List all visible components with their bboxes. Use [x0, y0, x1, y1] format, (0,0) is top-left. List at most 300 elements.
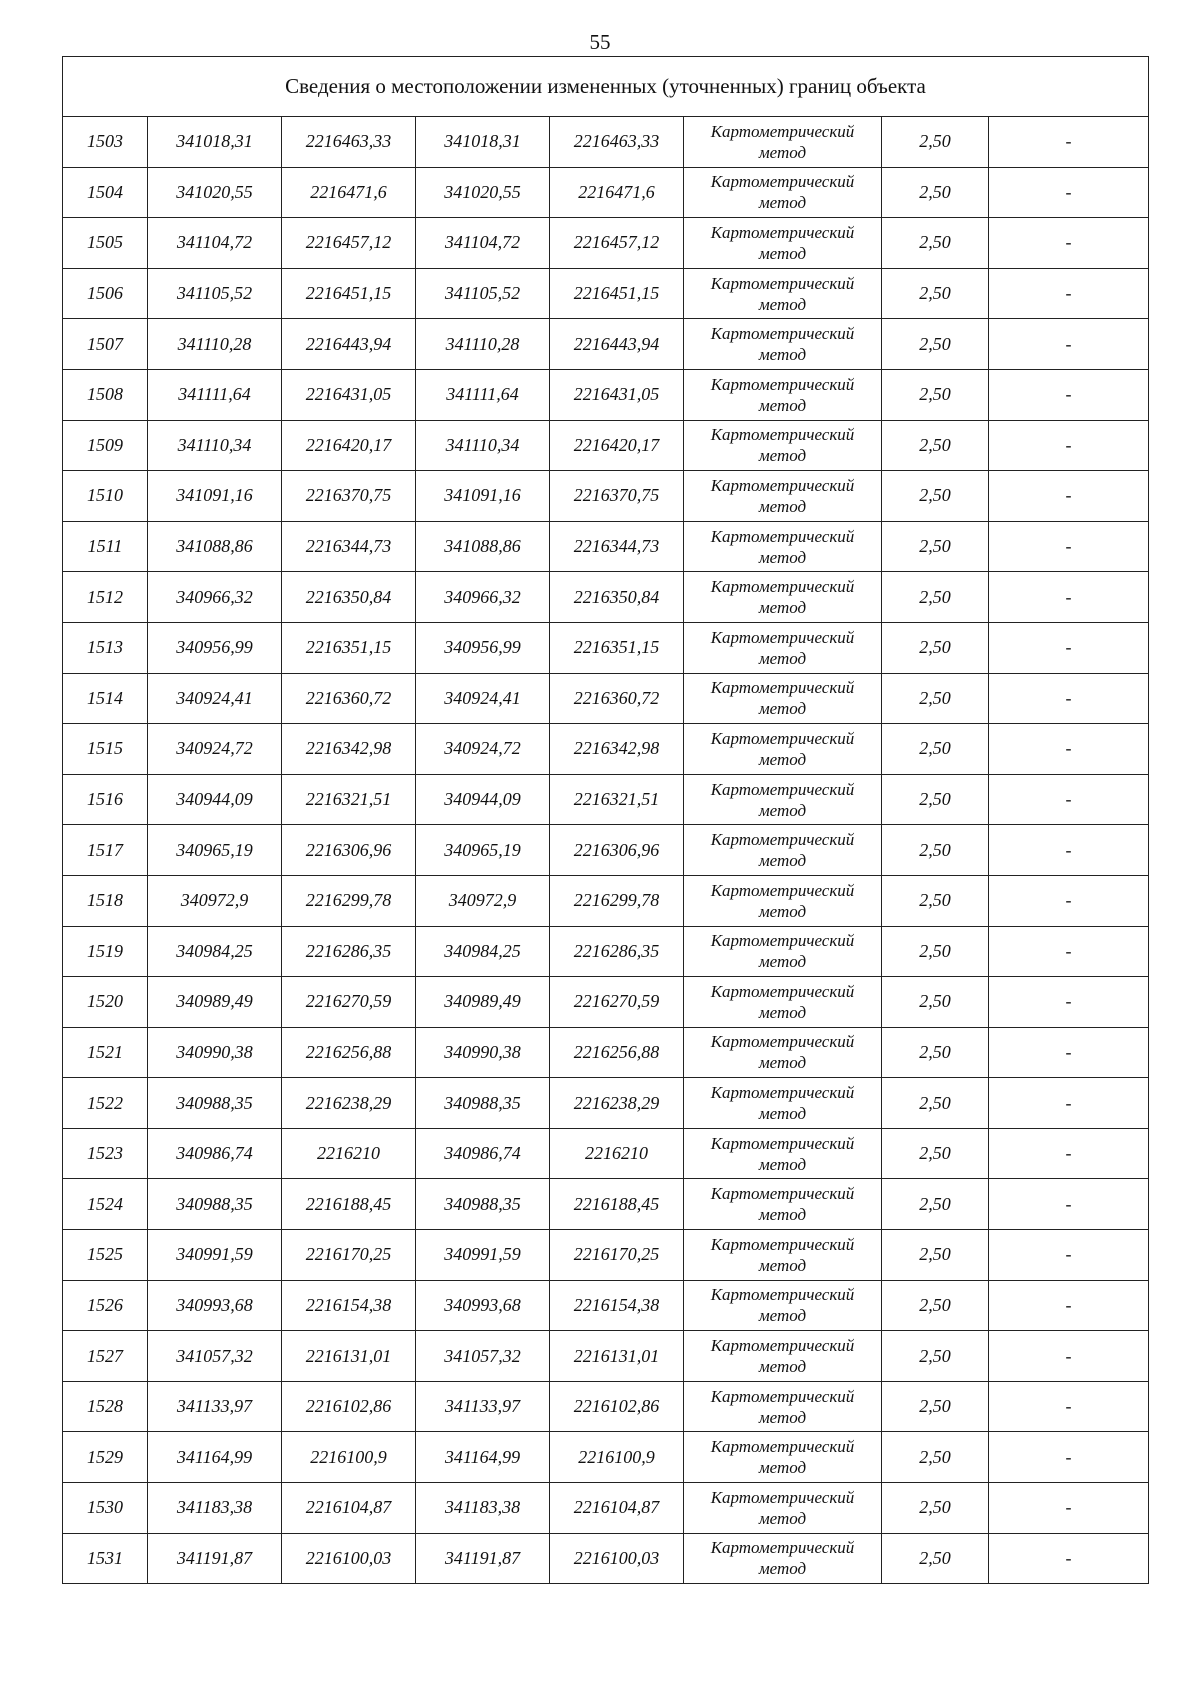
accuracy-cell: 2,50 — [882, 724, 989, 775]
method-line-2: метод — [758, 1407, 807, 1427]
point-number-cell: 1526 — [63, 1280, 148, 1331]
method-cell — [684, 268, 882, 319]
method-line-2: метод — [758, 1205, 807, 1225]
new-y-cell: 2216286,35 — [550, 926, 684, 977]
method-line-2: метод — [758, 1458, 807, 1478]
method-line-1: Картометрический — [710, 172, 855, 192]
method-line-1: Картометрический — [710, 1487, 855, 1507]
method-line-2: метод — [758, 1154, 807, 1174]
point-number-cell: 1506 — [63, 268, 148, 319]
new-y-cell: 2216351,15 — [550, 622, 684, 673]
new-x-cell: 341110,34 — [416, 420, 550, 471]
method-cell — [684, 1179, 882, 1230]
table-row — [63, 1483, 1149, 1534]
table-row — [63, 1331, 1149, 1382]
point-number-cell: 1505 — [63, 218, 148, 269]
existing-x-cell: 340972,9 — [148, 875, 282, 926]
existing-x-cell: 341057,32 — [148, 1331, 282, 1382]
new-y-cell: 2216188,45 — [550, 1179, 684, 1230]
point-number-cell: 1507 — [63, 319, 148, 370]
method-cell — [684, 369, 882, 420]
note-cell: - — [989, 977, 1149, 1028]
existing-y-cell: 2216351,15 — [282, 622, 416, 673]
existing-y-cell: 2216210 — [282, 1128, 416, 1179]
existing-y-cell: 2216299,78 — [282, 875, 416, 926]
point-number-cell: 1531 — [63, 1533, 148, 1584]
point-number-cell: 1514 — [63, 673, 148, 724]
method-cell — [684, 1533, 882, 1584]
method-line-2: метод — [758, 547, 807, 567]
method-line-1: Картометрический — [710, 1336, 855, 1356]
method-cell — [684, 1432, 882, 1483]
existing-y-cell: 2216100,9 — [282, 1432, 416, 1483]
new-y-cell: 2216170,25 — [550, 1230, 684, 1281]
accuracy-cell: 2,50 — [882, 1280, 989, 1331]
accuracy-cell: 2,50 — [882, 167, 989, 218]
method-cell — [684, 1230, 882, 1281]
existing-y-cell: 2216342,98 — [282, 724, 416, 775]
note-cell: - — [989, 774, 1149, 825]
accuracy-cell: 2,50 — [882, 572, 989, 623]
method-cell — [684, 825, 882, 876]
method-line-2: метод — [758, 648, 807, 668]
new-y-cell: 2216299,78 — [550, 875, 684, 926]
accuracy-cell: 2,50 — [882, 369, 989, 420]
method-cell — [684, 167, 882, 218]
new-x-cell: 341020,55 — [416, 167, 550, 218]
method-line-2: метод — [758, 142, 807, 162]
method-line-2: метод — [758, 446, 807, 466]
new-y-cell: 2216342,98 — [550, 724, 684, 775]
new-y-cell: 2216270,59 — [550, 977, 684, 1028]
method-line-2: метод — [758, 901, 807, 921]
point-number-cell: 1529 — [63, 1432, 148, 1483]
note-cell: - — [989, 1280, 1149, 1331]
existing-x-cell: 340956,99 — [148, 622, 282, 673]
table-row — [63, 1179, 1149, 1230]
new-x-cell: 341183,38 — [416, 1483, 550, 1534]
accuracy-cell: 2,50 — [882, 622, 989, 673]
existing-y-cell: 2216350,84 — [282, 572, 416, 623]
accuracy-cell: 2,50 — [882, 319, 989, 370]
existing-y-cell: 2216471,6 — [282, 167, 416, 218]
point-number-cell: 1530 — [63, 1483, 148, 1534]
existing-y-cell: 2216451,15 — [282, 268, 416, 319]
table-row — [63, 218, 1149, 269]
new-y-cell: 2216102,86 — [550, 1381, 684, 1432]
method-line-1: Картометрический — [710, 830, 855, 850]
new-y-cell: 2216451,15 — [550, 268, 684, 319]
new-x-cell: 340924,72 — [416, 724, 550, 775]
table-row — [63, 1432, 1149, 1483]
method-cell — [684, 673, 882, 724]
note-cell: - — [989, 1533, 1149, 1584]
existing-x-cell: 341110,34 — [148, 420, 282, 471]
page-number: 55 — [589, 30, 611, 54]
method-line-1: Картометрический — [710, 374, 855, 394]
note-cell: - — [989, 825, 1149, 876]
existing-y-cell: 2216100,03 — [282, 1533, 416, 1584]
existing-y-cell: 2216238,29 — [282, 1078, 416, 1129]
point-number-cell: 1528 — [63, 1381, 148, 1432]
existing-x-cell: 340989,49 — [148, 977, 282, 1028]
method-cell — [684, 774, 882, 825]
note-cell: - — [989, 926, 1149, 977]
method-line-1: Картометрический — [710, 1032, 855, 1052]
method-cell — [684, 1027, 882, 1078]
accuracy-cell: 2,50 — [882, 1128, 989, 1179]
accuracy-cell: 2,50 — [882, 1230, 989, 1281]
accuracy-cell: 2,50 — [882, 977, 989, 1028]
existing-x-cell: 341091,16 — [148, 471, 282, 522]
method-line-2: метод — [758, 851, 807, 871]
point-number-cell: 1513 — [63, 622, 148, 673]
point-number-cell: 1521 — [63, 1027, 148, 1078]
method-line-2: метод — [758, 1255, 807, 1275]
accuracy-cell: 2,50 — [882, 268, 989, 319]
new-y-cell: 2216443,94 — [550, 319, 684, 370]
existing-y-cell: 2216170,25 — [282, 1230, 416, 1281]
table-row — [63, 268, 1149, 319]
method-line-1: Картометрический — [710, 880, 855, 900]
accuracy-cell: 2,50 — [882, 1078, 989, 1129]
method-cell — [684, 1381, 882, 1432]
method-cell — [684, 218, 882, 269]
accuracy-cell: 2,50 — [882, 875, 989, 926]
method-line-2: метод — [758, 699, 807, 719]
new-y-cell: 2216344,73 — [550, 521, 684, 572]
new-y-cell: 2216131,01 — [550, 1331, 684, 1382]
boundary-coordinates-table — [62, 56, 1149, 1584]
method-line-2: метод — [758, 345, 807, 365]
existing-y-cell: 2216102,86 — [282, 1381, 416, 1432]
method-cell — [684, 1280, 882, 1331]
new-x-cell: 340956,99 — [416, 622, 550, 673]
new-x-cell: 341105,52 — [416, 268, 550, 319]
existing-x-cell: 341105,52 — [148, 268, 282, 319]
method-line-1: Картометрический — [710, 222, 855, 242]
accuracy-cell: 2,50 — [882, 1027, 989, 1078]
existing-x-cell: 340984,25 — [148, 926, 282, 977]
method-line-2: метод — [758, 243, 807, 263]
method-line-2: метод — [758, 193, 807, 213]
new-y-cell: 2216210 — [550, 1128, 684, 1179]
existing-x-cell: 341018,31 — [148, 117, 282, 168]
method-line-2: метод — [758, 395, 807, 415]
point-number-cell: 1525 — [63, 1230, 148, 1281]
point-number-cell: 1522 — [63, 1078, 148, 1129]
new-y-cell: 2216321,51 — [550, 774, 684, 825]
new-y-cell: 2216154,38 — [550, 1280, 684, 1331]
table-row — [63, 774, 1149, 825]
new-y-cell: 2216420,17 — [550, 420, 684, 471]
note-cell: - — [989, 1027, 1149, 1078]
new-x-cell: 340988,35 — [416, 1179, 550, 1230]
note-cell: - — [989, 319, 1149, 370]
method-line-1: Картометрический — [710, 627, 855, 647]
table-body — [63, 117, 1149, 1584]
method-line-2: метод — [758, 1104, 807, 1124]
point-number-cell: 1518 — [63, 875, 148, 926]
existing-x-cell: 340993,68 — [148, 1280, 282, 1331]
method-line-2: метод — [758, 952, 807, 972]
existing-x-cell: 340986,74 — [148, 1128, 282, 1179]
point-number-cell: 1515 — [63, 724, 148, 775]
accuracy-cell: 2,50 — [882, 825, 989, 876]
accuracy-cell: 2,50 — [882, 420, 989, 471]
note-cell: - — [989, 471, 1149, 522]
new-y-cell: 2216360,72 — [550, 673, 684, 724]
method-cell — [684, 875, 882, 926]
table-row — [63, 1078, 1149, 1129]
note-cell: - — [989, 369, 1149, 420]
new-x-cell: 340984,25 — [416, 926, 550, 977]
table-row — [63, 420, 1149, 471]
accuracy-cell: 2,50 — [882, 218, 989, 269]
method-cell — [684, 1128, 882, 1179]
point-number-cell: 1519 — [63, 926, 148, 977]
method-line-1: Картометрический — [710, 475, 855, 495]
method-line-2: метод — [758, 1053, 807, 1073]
new-y-cell: 2216431,05 — [550, 369, 684, 420]
new-y-cell: 2216256,88 — [550, 1027, 684, 1078]
existing-y-cell: 2216286,35 — [282, 926, 416, 977]
method-cell — [684, 1483, 882, 1534]
method-line-1: Картометрический — [710, 728, 855, 748]
existing-x-cell: 340924,41 — [148, 673, 282, 724]
method-line-1: Картометрический — [710, 931, 855, 951]
method-line-1: Картометрический — [710, 1386, 855, 1406]
table-row — [63, 1027, 1149, 1078]
method-line-1: Картометрический — [710, 1133, 855, 1153]
existing-y-cell: 2216370,75 — [282, 471, 416, 522]
point-number-cell: 1512 — [63, 572, 148, 623]
note-cell: - — [989, 420, 1149, 471]
existing-y-cell: 2216344,73 — [282, 521, 416, 572]
note-cell: - — [989, 572, 1149, 623]
existing-x-cell: 340965,19 — [148, 825, 282, 876]
existing-y-cell: 2216321,51 — [282, 774, 416, 825]
method-line-1: Картометрический — [710, 425, 855, 445]
existing-x-cell: 340924,72 — [148, 724, 282, 775]
note-cell: - — [989, 875, 1149, 926]
method-line-2: метод — [758, 800, 807, 820]
new-x-cell: 340924,41 — [416, 673, 550, 724]
accuracy-cell: 2,50 — [882, 926, 989, 977]
existing-x-cell: 341088,86 — [148, 521, 282, 572]
point-number-cell: 1511 — [63, 521, 148, 572]
new-y-cell: 2216238,29 — [550, 1078, 684, 1129]
note-cell: - — [989, 1483, 1149, 1534]
table-title-row — [63, 57, 1149, 117]
existing-x-cell: 341110,28 — [148, 319, 282, 370]
table-row — [63, 825, 1149, 876]
existing-x-cell: 341183,38 — [148, 1483, 282, 1534]
new-y-cell: 2216100,03 — [550, 1533, 684, 1584]
new-x-cell: 340988,35 — [416, 1078, 550, 1129]
note-cell: - — [989, 673, 1149, 724]
new-x-cell: 340972,9 — [416, 875, 550, 926]
note-cell: - — [989, 268, 1149, 319]
accuracy-cell: 2,50 — [882, 1533, 989, 1584]
method-cell — [684, 521, 882, 572]
method-line-1: Картометрический — [710, 1538, 855, 1558]
existing-y-cell: 2216188,45 — [282, 1179, 416, 1230]
existing-y-cell: 2216463,33 — [282, 117, 416, 168]
table-row — [63, 1128, 1149, 1179]
new-x-cell: 341088,86 — [416, 521, 550, 572]
table-row — [63, 673, 1149, 724]
table-row — [63, 521, 1149, 572]
method-line-1: Картометрический — [710, 1184, 855, 1204]
method-line-1: Картометрический — [710, 678, 855, 698]
existing-x-cell: 340988,35 — [148, 1078, 282, 1129]
method-cell — [684, 724, 882, 775]
existing-x-cell: 340966,32 — [148, 572, 282, 623]
method-cell — [684, 471, 882, 522]
table-row — [63, 167, 1149, 218]
table-row — [63, 369, 1149, 420]
method-line-2: метод — [758, 496, 807, 516]
existing-y-cell: 2216131,01 — [282, 1331, 416, 1382]
table-row — [63, 724, 1149, 775]
existing-y-cell: 2216443,94 — [282, 319, 416, 370]
method-line-2: метод — [758, 598, 807, 618]
new-x-cell: 340993,68 — [416, 1280, 550, 1331]
existing-x-cell: 341133,97 — [148, 1381, 282, 1432]
note-cell: - — [989, 1128, 1149, 1179]
existing-y-cell: 2216270,59 — [282, 977, 416, 1028]
note-cell: - — [989, 724, 1149, 775]
table-row — [63, 319, 1149, 370]
new-x-cell: 340966,32 — [416, 572, 550, 623]
accuracy-cell: 2,50 — [882, 1179, 989, 1230]
point-number-cell: 1523 — [63, 1128, 148, 1179]
method-cell — [684, 977, 882, 1028]
point-number-cell: 1527 — [63, 1331, 148, 1382]
existing-y-cell: 2216154,38 — [282, 1280, 416, 1331]
accuracy-cell: 2,50 — [882, 471, 989, 522]
new-x-cell: 340986,74 — [416, 1128, 550, 1179]
method-line-2: метод — [758, 749, 807, 769]
method-line-1: Картометрический — [710, 526, 855, 546]
point-number-cell: 1504 — [63, 167, 148, 218]
method-line-1: Картометрический — [710, 779, 855, 799]
existing-x-cell: 340944,09 — [148, 774, 282, 825]
method-line-2: метод — [758, 1306, 807, 1326]
note-cell: - — [989, 521, 1149, 572]
new-x-cell: 341191,87 — [416, 1533, 550, 1584]
note-cell: - — [989, 218, 1149, 269]
method-line-1: Картометрический — [710, 577, 855, 597]
new-x-cell: 341133,97 — [416, 1381, 550, 1432]
new-y-cell: 2216457,12 — [550, 218, 684, 269]
method-cell — [684, 117, 882, 168]
point-number-cell: 1516 — [63, 774, 148, 825]
method-line-1: Картометрический — [710, 1083, 855, 1103]
new-y-cell: 2216350,84 — [550, 572, 684, 623]
existing-x-cell: 340988,35 — [148, 1179, 282, 1230]
table-row — [63, 977, 1149, 1028]
point-number-cell: 1524 — [63, 1179, 148, 1230]
existing-y-cell: 2216306,96 — [282, 825, 416, 876]
new-x-cell: 341091,16 — [416, 471, 550, 522]
note-cell: - — [989, 1432, 1149, 1483]
note-cell: - — [989, 167, 1149, 218]
point-number-cell: 1508 — [63, 369, 148, 420]
note-cell: - — [989, 622, 1149, 673]
note-cell: - — [989, 1078, 1149, 1129]
accuracy-cell: 2,50 — [882, 117, 989, 168]
method-line-2: метод — [758, 1559, 807, 1579]
new-x-cell: 340944,09 — [416, 774, 550, 825]
new-x-cell: 341018,31 — [416, 117, 550, 168]
new-y-cell: 2216463,33 — [550, 117, 684, 168]
method-line-1: Картометрический — [710, 121, 855, 141]
table-row — [63, 572, 1149, 623]
method-line-1: Картометрический — [710, 1437, 855, 1457]
accuracy-cell: 2,50 — [882, 673, 989, 724]
existing-x-cell: 341164,99 — [148, 1432, 282, 1483]
table-row — [63, 1533, 1149, 1584]
new-y-cell: 2216370,75 — [550, 471, 684, 522]
point-number-cell: 1520 — [63, 977, 148, 1028]
new-x-cell: 340990,38 — [416, 1027, 550, 1078]
note-cell: - — [989, 1381, 1149, 1432]
table-row — [63, 622, 1149, 673]
table-row — [63, 1280, 1149, 1331]
new-x-cell: 340989,49 — [416, 977, 550, 1028]
new-x-cell: 341111,64 — [416, 369, 550, 420]
point-number-cell: 1517 — [63, 825, 148, 876]
note-cell: - — [989, 1331, 1149, 1382]
accuracy-cell: 2,50 — [882, 1331, 989, 1382]
method-line-2: метод — [758, 1508, 807, 1528]
existing-x-cell: 341111,64 — [148, 369, 282, 420]
table-row — [63, 1230, 1149, 1281]
existing-y-cell: 2216104,87 — [282, 1483, 416, 1534]
new-x-cell: 340991,59 — [416, 1230, 550, 1281]
point-number-cell: 1509 — [63, 420, 148, 471]
table-row — [63, 471, 1149, 522]
method-cell — [684, 1078, 882, 1129]
method-cell — [684, 572, 882, 623]
existing-y-cell: 2216431,05 — [282, 369, 416, 420]
existing-y-cell: 2216420,17 — [282, 420, 416, 471]
method-line-2: метод — [758, 1002, 807, 1022]
accuracy-cell: 2,50 — [882, 774, 989, 825]
point-number-cell: 1503 — [63, 117, 148, 168]
new-x-cell: 341164,99 — [416, 1432, 550, 1483]
accuracy-cell: 2,50 — [882, 1432, 989, 1483]
method-line-1: Картометрический — [710, 1234, 855, 1254]
method-line-2: метод — [758, 294, 807, 314]
new-x-cell: 341057,32 — [416, 1331, 550, 1382]
method-cell — [684, 319, 882, 370]
method-line-1: Картометрический — [710, 981, 855, 1001]
existing-x-cell: 340991,59 — [148, 1230, 282, 1281]
new-x-cell: 341104,72 — [416, 218, 550, 269]
table-row — [63, 117, 1149, 168]
note-cell: - — [989, 1230, 1149, 1281]
table-row — [63, 1381, 1149, 1432]
note-cell: - — [989, 1179, 1149, 1230]
new-y-cell: 2216104,87 — [550, 1483, 684, 1534]
method-cell — [684, 1331, 882, 1382]
table-row — [63, 875, 1149, 926]
existing-x-cell: 340990,38 — [148, 1027, 282, 1078]
method-line-1: Картометрический — [710, 1285, 855, 1305]
